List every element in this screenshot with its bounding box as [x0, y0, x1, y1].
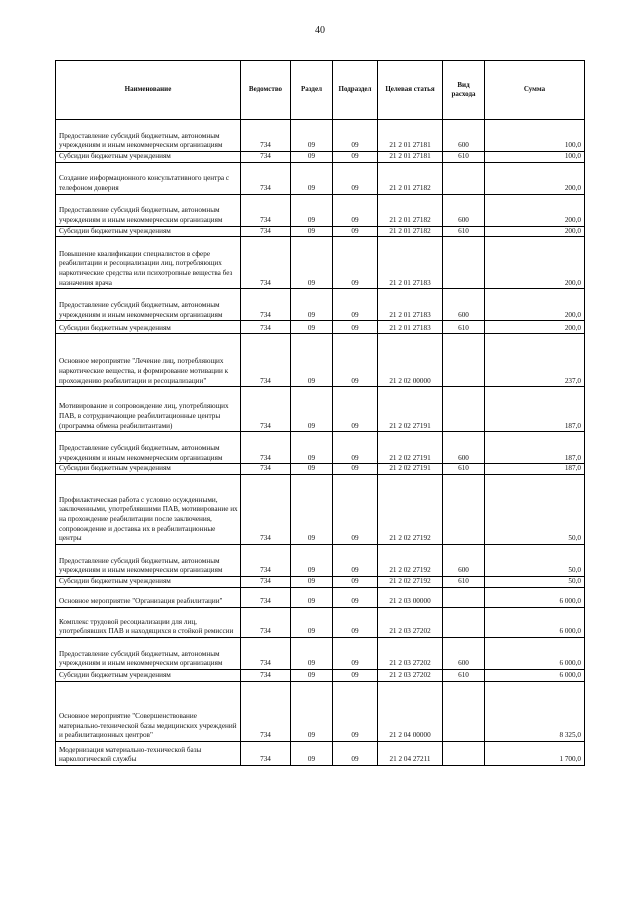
cell-target-item: 21 2 01 27182: [378, 162, 443, 194]
cell-amount: 200,0: [485, 194, 585, 226]
cell-expense-type: [443, 742, 485, 766]
cell-subsection: 09: [333, 588, 378, 608]
cell-subsection: 09: [333, 289, 378, 321]
cell-name: Создание информационного консультативного центра с телефоном доверия: [56, 162, 241, 194]
cell-section: 09: [291, 162, 333, 194]
cell-expense-type: [443, 682, 485, 742]
table-row: [56, 194, 585, 226]
cell-amount: 200,0: [485, 162, 585, 194]
cell-expense-type: 610: [443, 321, 485, 334]
cell-subsection: 09: [333, 670, 378, 682]
table-row: [56, 237, 585, 289]
cell-name: Профилактическая работа с условно осужденными, заключенными, употреблявшими ПАВ, мотивирование их на прохождение реабилитации после заключения, сопровождение и доставка их в реабилитационные центры: [56, 475, 241, 545]
cell-target-item: 21 2 04 27211: [378, 742, 443, 766]
cell-section: 09: [291, 742, 333, 766]
cell-subsection: 09: [333, 464, 378, 475]
table-row: [56, 321, 585, 334]
cell-target-item: 21 2 02 27191: [378, 387, 443, 432]
cell-section: 09: [291, 545, 333, 577]
table-body: [56, 120, 585, 766]
cell-target-item: 21 2 04 00000: [378, 682, 443, 742]
cell-department: 734: [241, 321, 291, 334]
cell-department: 734: [241, 608, 291, 638]
cell-expense-type: 610: [443, 577, 485, 588]
cell-department: 734: [241, 226, 291, 237]
header-department: Ведомство: [241, 61, 291, 120]
cell-section: 09: [291, 334, 333, 387]
cell-amount: 200,0: [485, 226, 585, 237]
cell-name: Предоставление субсидий бюджетным, автономным учреждениям и иным некоммерческим организациям: [56, 432, 241, 464]
table-row: [56, 387, 585, 432]
table-row: [56, 638, 585, 670]
cell-department: 734: [241, 334, 291, 387]
cell-name: Основное мероприятие "Лечение лиц, потребляющих наркотические вещества, и формирование мотивации к прохождению реабилитации и ресоциализации": [56, 334, 241, 387]
cell-subsection: 09: [333, 475, 378, 545]
cell-amount: 50,0: [485, 545, 585, 577]
cell-subsection: 09: [333, 152, 378, 163]
cell-expense-type: 600: [443, 289, 485, 321]
cell-target-item: 21 2 03 27202: [378, 608, 443, 638]
header-target-item: Целевая статья: [378, 61, 443, 120]
cell-section: 09: [291, 387, 333, 432]
cell-department: 734: [241, 475, 291, 545]
cell-target-item: 21 2 03 27202: [378, 670, 443, 682]
cell-target-item: 21 2 02 27191: [378, 464, 443, 475]
cell-name: Предоставление субсидий бюджетным, автономным учреждениям и иным некоммерческим организациям: [56, 545, 241, 577]
cell-subsection: 09: [333, 742, 378, 766]
cell-section: 09: [291, 120, 333, 152]
cell-section: 09: [291, 226, 333, 237]
cell-amount: 200,0: [485, 289, 585, 321]
cell-expense-type: 600: [443, 194, 485, 226]
cell-department: 734: [241, 464, 291, 475]
cell-subsection: 09: [333, 638, 378, 670]
cell-target-item: 21 2 02 27192: [378, 545, 443, 577]
cell-amount: 8 325,0: [485, 682, 585, 742]
cell-department: 734: [241, 638, 291, 670]
cell-amount: 1 700,0: [485, 742, 585, 766]
cell-subsection: 09: [333, 226, 378, 237]
cell-section: 09: [291, 638, 333, 670]
cell-name: Модернизация материально-технической базы наркологической службы: [56, 742, 241, 766]
cell-subsection: 09: [333, 545, 378, 577]
cell-section: 09: [291, 237, 333, 289]
cell-department: 734: [241, 289, 291, 321]
cell-subsection: 09: [333, 237, 378, 289]
cell-department: 734: [241, 387, 291, 432]
cell-expense-type: 610: [443, 464, 485, 475]
cell-department: 734: [241, 682, 291, 742]
cell-department: 734: [241, 577, 291, 588]
cell-amount: 200,0: [485, 237, 585, 289]
cell-department: 734: [241, 162, 291, 194]
cell-section: 09: [291, 194, 333, 226]
cell-expense-type: 600: [443, 638, 485, 670]
cell-name: Субсидии бюджетным учреждениям: [56, 226, 241, 237]
table-row: [56, 577, 585, 588]
cell-department: 734: [241, 670, 291, 682]
cell-amount: 50,0: [485, 475, 585, 545]
cell-expense-type: [443, 608, 485, 638]
cell-name: Предоставление субсидий бюджетным, автономным учреждениям и иным некоммерческим организациям: [56, 638, 241, 670]
cell-target-item: 21 2 01 27183: [378, 289, 443, 321]
cell-section: 09: [291, 321, 333, 334]
table-row: [56, 152, 585, 163]
cell-section: 09: [291, 608, 333, 638]
table-row: [56, 670, 585, 682]
cell-name: Основное мероприятие "Совершенствование материально-технической базы медицинских учреждений и реабилитационных центров": [56, 682, 241, 742]
cell-section: 09: [291, 289, 333, 321]
cell-amount: 6 000,0: [485, 588, 585, 608]
cell-target-item: 21 2 01 27183: [378, 237, 443, 289]
cell-expense-type: 610: [443, 226, 485, 237]
header-subsection: Подраздел: [333, 61, 378, 120]
cell-expense-type: [443, 387, 485, 432]
cell-section: 09: [291, 152, 333, 163]
header-name: Наименование: [56, 61, 241, 120]
cell-section: 09: [291, 588, 333, 608]
table-header-row: [56, 61, 585, 120]
cell-target-item: 21 2 01 27181: [378, 152, 443, 163]
cell-amount: 6 000,0: [485, 608, 585, 638]
cell-amount: 187,0: [485, 432, 585, 464]
cell-amount: 6 000,0: [485, 670, 585, 682]
cell-subsection: 09: [333, 387, 378, 432]
table-row: [56, 545, 585, 577]
cell-expense-type: 610: [443, 152, 485, 163]
table-row: [56, 120, 585, 152]
cell-section: 09: [291, 475, 333, 545]
cell-department: 734: [241, 237, 291, 289]
cell-name: Субсидии бюджетным учреждениям: [56, 577, 241, 588]
cell-name: Повышение квалификации специалистов в сфере реабилитации и ресоциализации лиц, потребляющих наркотические средства или психотропные вещества без назначения врача: [56, 237, 241, 289]
cell-expense-type: 610: [443, 670, 485, 682]
cell-section: 09: [291, 432, 333, 464]
cell-amount: 50,0: [485, 577, 585, 588]
cell-amount: 6 000,0: [485, 638, 585, 670]
cell-name: Субсидии бюджетным учреждениям: [56, 321, 241, 334]
cell-target-item: 21 2 02 00000: [378, 334, 443, 387]
cell-target-item: 21 2 01 27182: [378, 194, 443, 226]
table-row: [56, 226, 585, 237]
table-row: [56, 588, 585, 608]
cell-amount: 187,0: [485, 387, 585, 432]
cell-target-item: 21 2 03 00000: [378, 588, 443, 608]
cell-subsection: 09: [333, 577, 378, 588]
table-row: [56, 742, 585, 766]
cell-target-item: 21 2 03 27202: [378, 638, 443, 670]
cell-expense-type: [443, 237, 485, 289]
cell-subsection: 09: [333, 682, 378, 742]
cell-name: Мотивирование и сопровождение лиц, употребляющих ПАВ, в сотрудничающие реабилитационные центры (программа обмена реабилитантами): [56, 387, 241, 432]
cell-expense-type: [443, 334, 485, 387]
cell-target-item: 21 2 01 27182: [378, 226, 443, 237]
cell-name: Предоставление субсидий бюджетным, автономным учреждениям и иным некоммерческим организациям: [56, 120, 241, 152]
cell-subsection: 09: [333, 608, 378, 638]
cell-subsection: 09: [333, 334, 378, 387]
cell-department: 734: [241, 194, 291, 226]
cell-amount: 200,0: [485, 321, 585, 334]
cell-expense-type: 600: [443, 545, 485, 577]
cell-department: 734: [241, 545, 291, 577]
header-expense-type: Вид расхода: [443, 61, 485, 120]
cell-expense-type: [443, 162, 485, 194]
cell-subsection: 09: [333, 120, 378, 152]
table-row: [56, 464, 585, 475]
cell-name: Предоставление субсидий бюджетным, автономным учреждениям и иным некоммерческим организациям: [56, 194, 241, 226]
table-row: [56, 162, 585, 194]
cell-section: 09: [291, 670, 333, 682]
cell-amount: 187,0: [485, 464, 585, 475]
table-row: [56, 432, 585, 464]
cell-department: 734: [241, 588, 291, 608]
cell-target-item: 21 2 02 27192: [378, 475, 443, 545]
cell-name: Субсидии бюджетным учреждениям: [56, 670, 241, 682]
cell-subsection: 09: [333, 432, 378, 464]
cell-department: 734: [241, 152, 291, 163]
cell-subsection: 09: [333, 321, 378, 334]
cell-department: 734: [241, 742, 291, 766]
cell-section: 09: [291, 577, 333, 588]
cell-expense-type: 600: [443, 432, 485, 464]
cell-subsection: 09: [333, 194, 378, 226]
cell-expense-type: [443, 475, 485, 545]
cell-amount: 237,0: [485, 334, 585, 387]
cell-section: 09: [291, 464, 333, 475]
table-row: [56, 289, 585, 321]
cell-name: Основное мероприятие "Организация реабилитации": [56, 588, 241, 608]
cell-target-item: 21 2 01 27181: [378, 120, 443, 152]
cell-expense-type: [443, 588, 485, 608]
cell-subsection: 09: [333, 162, 378, 194]
header-amount: Сумма: [485, 61, 585, 120]
budget-table: [55, 60, 585, 766]
cell-amount: 100,0: [485, 120, 585, 152]
cell-department: 734: [241, 432, 291, 464]
cell-expense-type: 600: [443, 120, 485, 152]
cell-section: 09: [291, 682, 333, 742]
cell-name: Комплекс трудовой ресоциализации для лиц, употреблявших ПАВ и находящихся в стойкой ремиссии: [56, 608, 241, 638]
table-row: [56, 475, 585, 545]
table-row: [56, 334, 585, 387]
page-number: 40: [315, 25, 325, 36]
cell-target-item: 21 2 02 27191: [378, 432, 443, 464]
cell-target-item: 21 2 01 27183: [378, 321, 443, 334]
table-row: [56, 682, 585, 742]
cell-name: Субсидии бюджетным учреждениям: [56, 464, 241, 475]
cell-name: Предоставление субсидий бюджетным, автономным учреждениям и иным некоммерческим организациям: [56, 289, 241, 321]
cell-name: Субсидии бюджетным учреждениям: [56, 152, 241, 163]
cell-amount: 100,0: [485, 152, 585, 163]
table-row: [56, 608, 585, 638]
cell-department: 734: [241, 120, 291, 152]
cell-target-item: 21 2 02 27192: [378, 577, 443, 588]
header-section: Раздел: [291, 61, 333, 120]
